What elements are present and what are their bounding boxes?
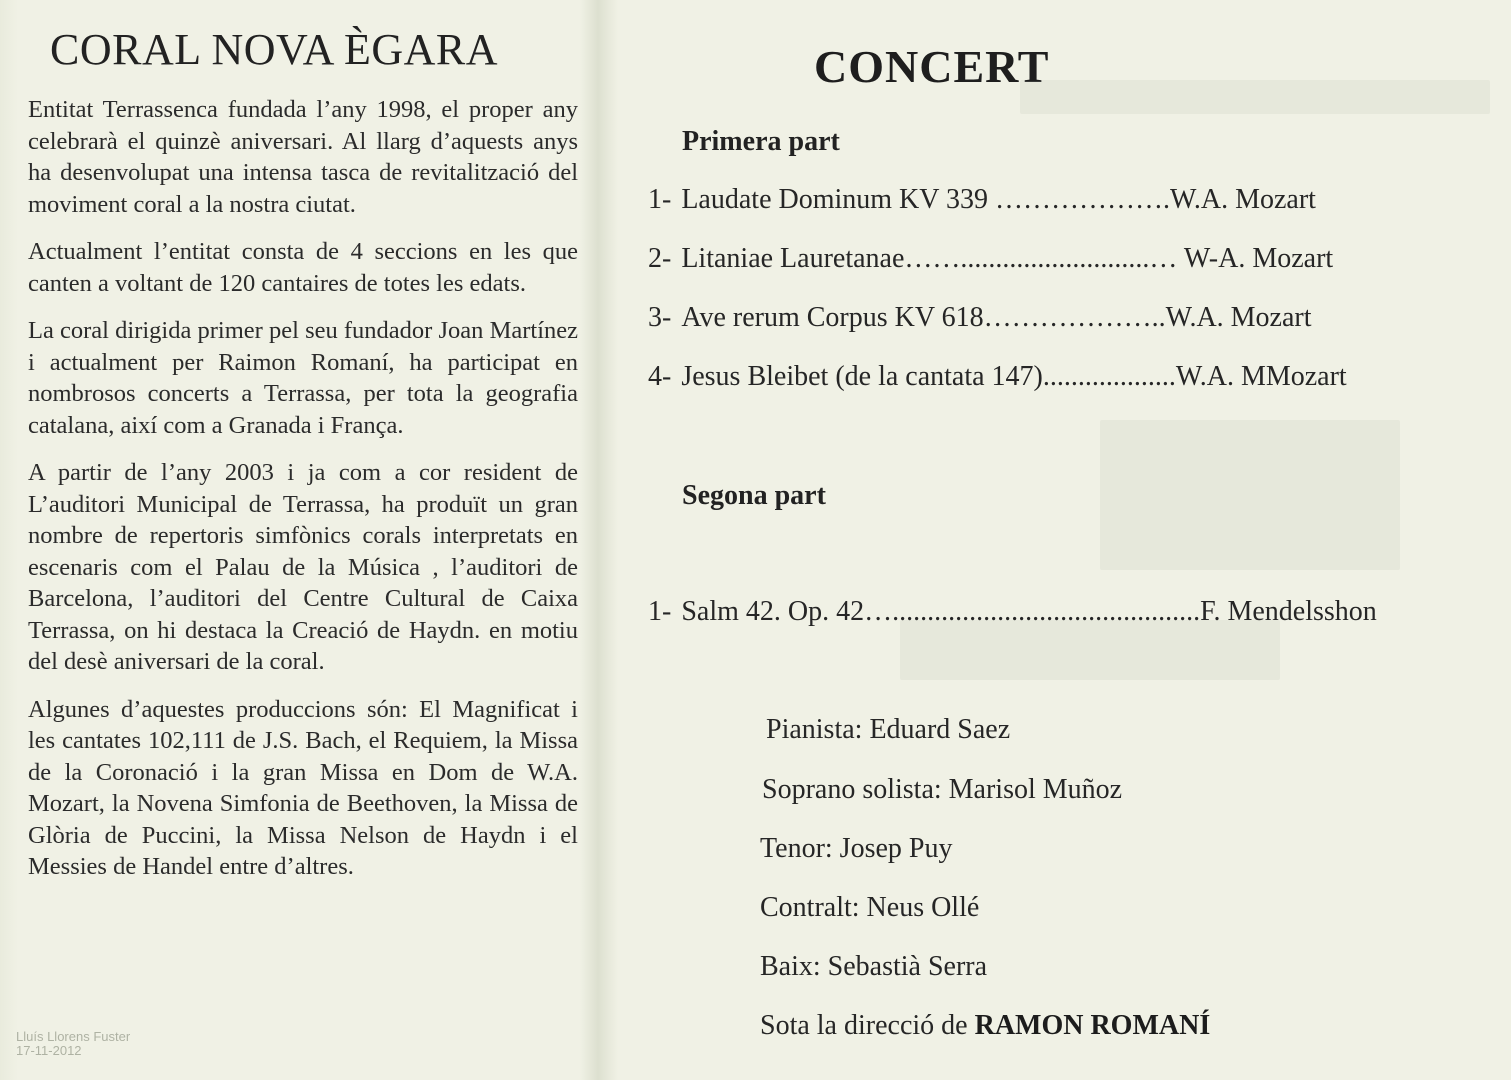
program-item-number: 1- (648, 596, 672, 627)
direction-prefix: Sota la direcció de (760, 1010, 975, 1041)
program-item (648, 184, 1316, 216)
paragraph-sections: Actualment l’entitat consta de 4 seccions en les que canten a voltant de 120 cantaires de totes les edats. (28, 238, 578, 297)
program-item-text: Jesus Bleibet (de la cantata 147)...................W.A. MMozart (681, 361, 1347, 392)
performer-contralto: Contralt: Neus Ollé (760, 892, 980, 923)
performer-pianist: Pianista: Eduard Saez (766, 714, 1011, 745)
program-item-number: 3- (648, 302, 672, 333)
paragraph-foundation: Entitat Terrassenca fundada l’any 1998, el proper any celebrarà el quinzè aniversari. Al llarg d’aquests anys ha desenvolupat una intensa tasca de revitalització del moviment coral a la nostra ciutat. (28, 96, 578, 218)
program-item-number: 2- (648, 243, 672, 274)
program-item (648, 361, 1347, 393)
program-item-text: Litaniae Lauretanae……...........................… W-A. Mozart (681, 243, 1334, 274)
program-item (648, 243, 1333, 275)
program-item-number: 4- (648, 361, 672, 392)
direction-line (760, 1010, 1210, 1042)
stamp-date: 17-11-2012 (16, 1043, 82, 1058)
photo-stamp (16, 1030, 130, 1058)
performer-tenor: Tenor: Josep Puy (760, 833, 953, 864)
program-item-number: 1- (648, 184, 672, 215)
show-through-mark (900, 620, 1280, 680)
part1-heading: Primera part (682, 126, 840, 157)
program-item-text: Ave rerum Corpus KV 618………………..W.A. Mozart (681, 302, 1312, 333)
performer-soprano: Soprano solista: Marisol Muñoz (762, 774, 1123, 805)
performer-bass: Baix: Sebastià Serra (760, 951, 988, 982)
show-through-mark (1020, 80, 1490, 114)
part2-heading: Segona part (682, 480, 826, 511)
paragraph-direction: La coral dirigida primer pel seu fundador Joan Martínez i actualment per Raimon Romaní, ha participat en nombrosos concerts a Terrassa, per tota la geografia catalana, així com a Granada i França. (28, 317, 578, 439)
program-item (648, 302, 1312, 334)
show-through-mark (1100, 420, 1400, 570)
choir-title: CORAL NOVA ÈGARA (50, 25, 499, 74)
program-item-text: Laudate Dominum KV 339 ……………….W.A. Mozart (681, 184, 1316, 215)
program-item-text: Salm 42. Op. 42…............................................F. Mendelsshon (681, 596, 1377, 627)
director-name: RAMON ROMANÍ (974, 1010, 1211, 1041)
program-item (648, 596, 1377, 628)
left-column (28, 24, 578, 899)
stamp-author: Lluís Llorens Fuster (16, 1029, 131, 1044)
paragraph-productions: Algunes d’aquestes produccions són: El Magnificat i les cantates 102,111 de J.S. Bach, el Requiem, la Missa de la Coronació i la gran Missa en Dom de W.A. Mozart, la Novena Simfonia de Beethoven, la Missa de Glòria de Puccini, la Missa Nelson de Haydn i el Messies de Handel entre d’altres. (28, 695, 578, 880)
concert-title: CONCERT (814, 41, 1050, 92)
paragraph-resident: A partir de l’any 2003 i ja com a cor resident de L’auditori Municipal de Terrassa, ha produït un gran nombre de repertoris simfònics corals interpretats en escenaris com el Palau de la Música , l’auditori de Barcelona, l’auditori del Centre Cultural de Caixa Terrassa, on hi destaca la Creació de Haydn. en motiu del desè aniversari de la coral. (28, 459, 578, 675)
